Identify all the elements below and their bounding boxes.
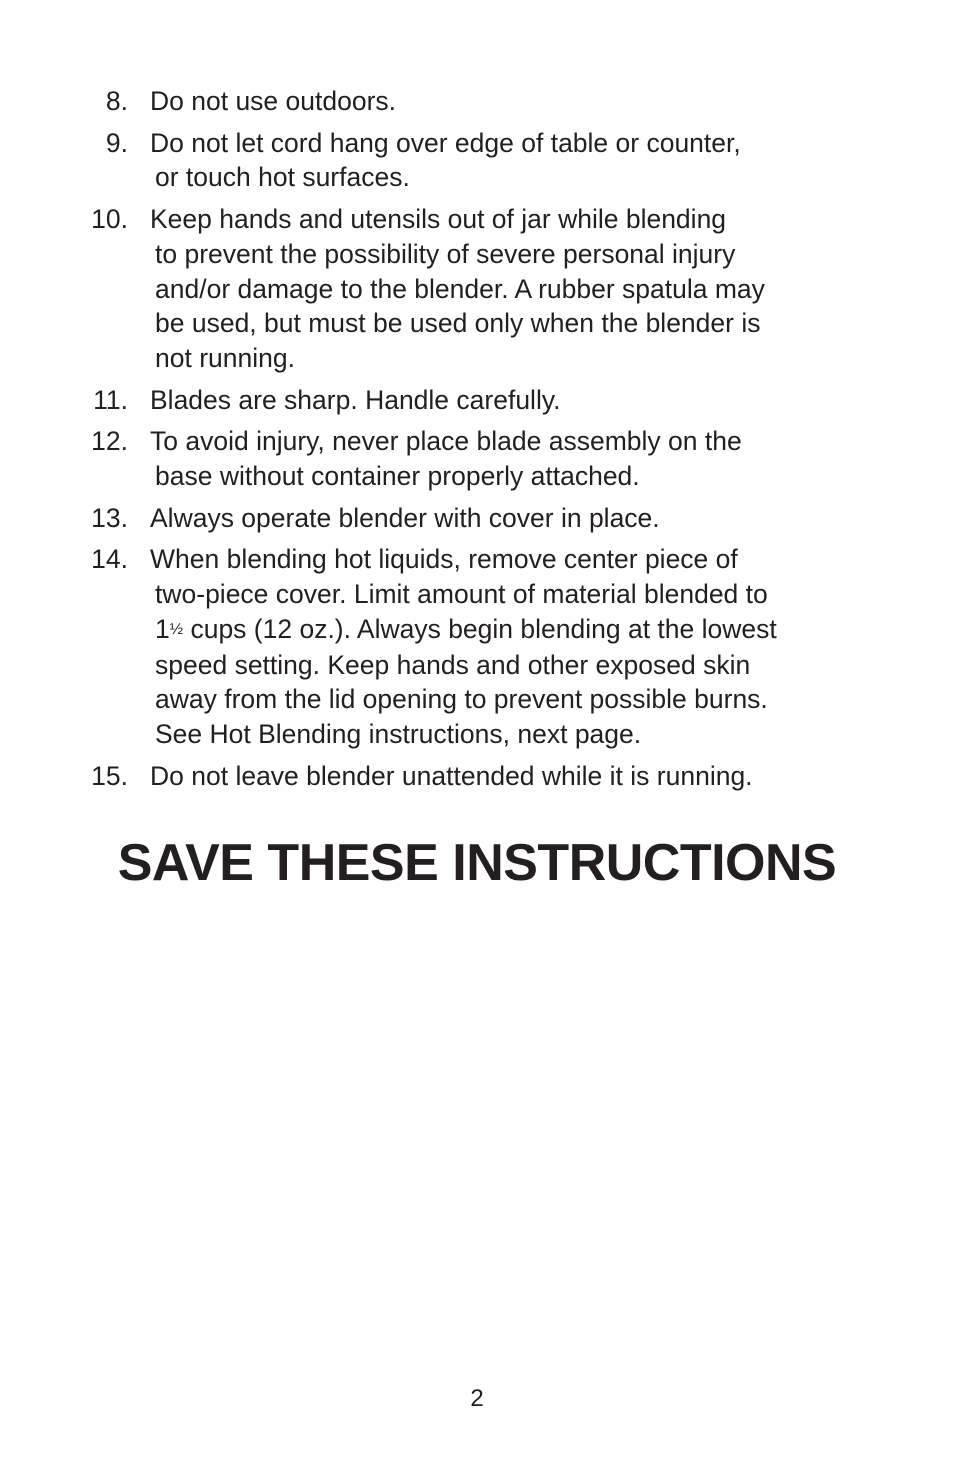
instruction-number: 9.	[105, 127, 128, 158]
instruction-text-line: be used, but must be used only when the blender is	[155, 308, 761, 339]
instruction-text-line: When blending hot liquids, remove center piece of	[150, 544, 738, 575]
instruction-text-line: speed setting. Keep hands and other exposed skin	[155, 649, 751, 680]
instruction-text-line-with-fraction	[0, 612, 954, 648]
instruction-text-line: See Hot Blending instructions, next page.	[155, 718, 642, 749]
instruction-text-line: not running.	[155, 342, 295, 373]
instruction-text-line: Do not let cord hang over edge of table or counter,	[150, 127, 741, 158]
instruction-text-line: To avoid injury, never place blade assembly on the	[150, 426, 742, 457]
instruction-text-line: base without container properly attached.	[155, 461, 640, 492]
page-number: 2	[470, 1385, 484, 1412]
instruction-text-line: Blades are sharp. Handle carefully.	[150, 384, 561, 415]
instruction-number: 14.	[91, 544, 128, 575]
instruction-number: 15.	[91, 760, 128, 791]
instruction-item-8	[0, 84, 954, 119]
instruction-text-line: or touch hot surfaces.	[155, 162, 410, 193]
instruction-item-10	[0, 202, 954, 376]
save-instructions-heading: SAVE THESE INSTRUCTIONS	[117, 834, 837, 892]
quantity-whole: 1	[155, 613, 170, 644]
instruction-number: 12.	[91, 426, 128, 457]
instruction-text-line: two-piece cover. Limit amount of material blended to	[155, 579, 768, 610]
instruction-text-line: Keep hands and utensils out of jar while blending	[150, 204, 727, 235]
instruction-text-line: Always operate blender with cover in place.	[150, 502, 660, 533]
instruction-item-13	[0, 501, 954, 536]
instruction-text-line: Do not leave blender unattended while it is running.	[150, 760, 753, 791]
instruction-text-line: Do not use outdoors.	[150, 86, 397, 116]
instruction-item-14	[0, 542, 954, 751]
instruction-item-11	[0, 383, 954, 418]
instruction-number: 11.	[93, 384, 128, 415]
instruction-number: 13.	[91, 502, 128, 533]
safety-instruction-list	[0, 84, 954, 800]
instruction-text-line: to prevent the possibility of severe personal injury	[155, 238, 736, 269]
instruction-text-line: away from the lid opening to prevent possible burns.	[155, 684, 768, 715]
quantity-fraction: ½	[169, 620, 184, 638]
instruction-number: 8.	[105, 86, 128, 116]
instruction-item-9	[0, 126, 954, 195]
instruction-text-line: and/or damage to the blender. A rubber spatula may	[155, 273, 765, 304]
instruction-item-12	[0, 424, 954, 493]
instruction-number: 10.	[91, 204, 128, 235]
quantity-rest-text: cups (12 oz.). Always begin blending at the lowest	[183, 613, 777, 644]
instruction-item-15	[0, 759, 954, 794]
